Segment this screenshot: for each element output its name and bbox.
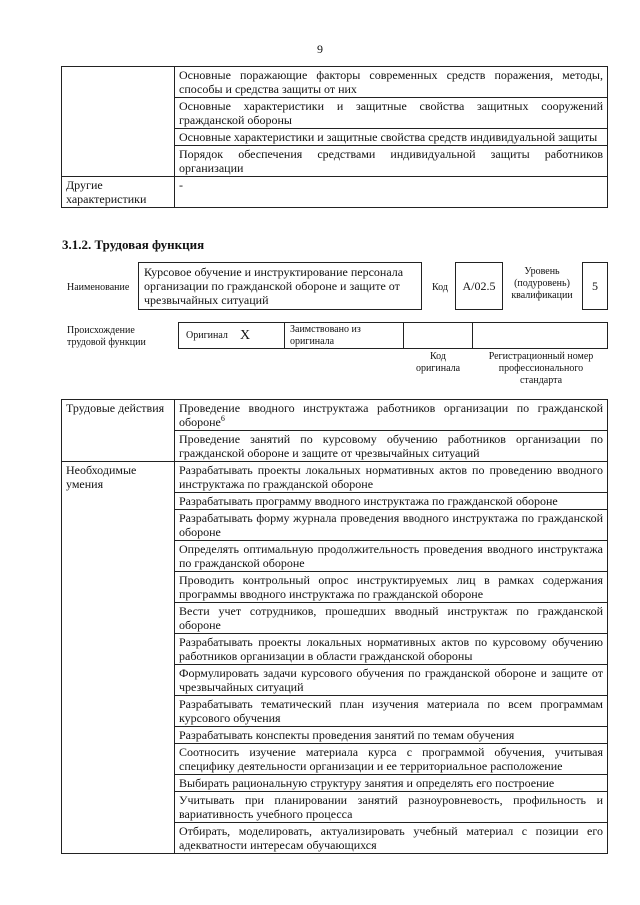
actions-label: Трудовые действия	[62, 400, 175, 462]
knowledge-row: Основные характеристики и защитные свойства защитных сооружений гражданской обороны	[175, 98, 608, 129]
borrowed-label: Заимствовано из оригинала	[290, 324, 361, 347]
other-label: Другие характеристики	[62, 177, 175, 208]
skill-item: Формулировать задачи курсового обучения по гражданской обороне и защите от чрезвычайных ситуаций	[175, 665, 608, 696]
action-text: Проведение вводного инструктажа работников организации по гражданской обороне	[179, 401, 603, 429]
skill-item: Проводить контрольный опрос инструктируемых лиц в рамках содержания программы вводного инструктажа по гражданской обороне	[175, 572, 608, 603]
other-value: -	[175, 177, 608, 208]
divider	[472, 322, 473, 349]
skill-item: Выбирать рациональную структуру занятия и определять его построение	[175, 775, 608, 792]
function-name-box	[138, 262, 422, 310]
name-label: Наименование	[67, 282, 130, 293]
empty-label-cell	[62, 67, 175, 177]
knowledge-row: Основные характеристики и защитные свойства средств индивидуальной защиты	[175, 129, 608, 146]
divider	[284, 322, 285, 349]
skill-item: Разрабатывать форму журнала проведения вводного инструктажа по гражданской обороне	[175, 510, 608, 541]
level-value: 5	[592, 279, 598, 293]
section-title: 3.1.2. Трудовая функция	[62, 237, 205, 252]
code-box	[455, 262, 503, 310]
code-original-label: Код оригинала	[415, 351, 461, 374]
actions-skills-table	[61, 399, 608, 854]
knowledge-row: Порядок обеспечения средствами индивидуальной защиты работников организации	[175, 146, 608, 177]
action-item: Проведение занятий по курсовому обучению работников организации по гражданской обороне и защите от чрезвычайных ситуаций	[175, 431, 608, 462]
footnote-mark: 6	[220, 414, 225, 423]
knowledge-table	[61, 66, 608, 208]
skill-item: Вести учет сотрудников, прошедших вводный инструктаж по гражданской обороне	[175, 603, 608, 634]
skill-item: Отбирать, моделировать, актуализировать учебный материал с позиции его адекватности интересам обучающихся	[175, 823, 608, 854]
level-box	[582, 262, 608, 310]
skill-item: Разрабатывать программу вводного инструктажа по гражданской обороне	[175, 493, 608, 510]
skill-item: Соотносить изучение материала курса с программой обучения, учитывая специфику деятельности организации и ее территориальное расположение	[175, 744, 608, 775]
origin-label: Происхождение трудовой функции	[67, 325, 146, 348]
skill-item: Разрабатывать тематический план изучения материала по всем программам курсового обучения	[175, 696, 608, 727]
divider	[403, 322, 404, 349]
original-label: Оригинал	[186, 330, 228, 341]
skill-item: Разрабатывать конспекты проведения занятий по темам обучения	[175, 727, 608, 744]
knowledge-row: Основные поражающие факторы современных средств поражения, методы, способы и средства защиты от них	[175, 67, 608, 98]
function-name: Курсовое обучение и инструктирование персонала организации по гражданской обороне и защите от чрезвычайных ситуаций	[144, 265, 404, 307]
reg-number-label: Регистрационный номер профессионального стандарта	[488, 351, 594, 386]
skill-item: Разрабатывать проекты локальных нормативных актов по проведению вводного инструктажа по гражданской обороне	[175, 462, 608, 493]
code-value: A/02.5	[462, 279, 496, 293]
level-label: Уровень (подуровень) квалификации	[511, 266, 573, 301]
code-label: Код	[432, 282, 448, 293]
skill-item: Разрабатывать проекты локальных нормативных актов по курсовому обучению работников организации в области гражданской обороны	[175, 634, 608, 665]
skill-item: Определять оптимальную продолжительность проведения вводного инструктажа по гражданской обороне	[175, 541, 608, 572]
skills-label: Необходимые умения	[62, 462, 175, 854]
original-mark: X	[240, 328, 251, 343]
action-item	[175, 400, 608, 431]
page-number: 9	[317, 42, 323, 56]
skill-item: Учитывать при планировании занятий разноуровневость, профильность и вариативность учебного процесса	[175, 792, 608, 823]
